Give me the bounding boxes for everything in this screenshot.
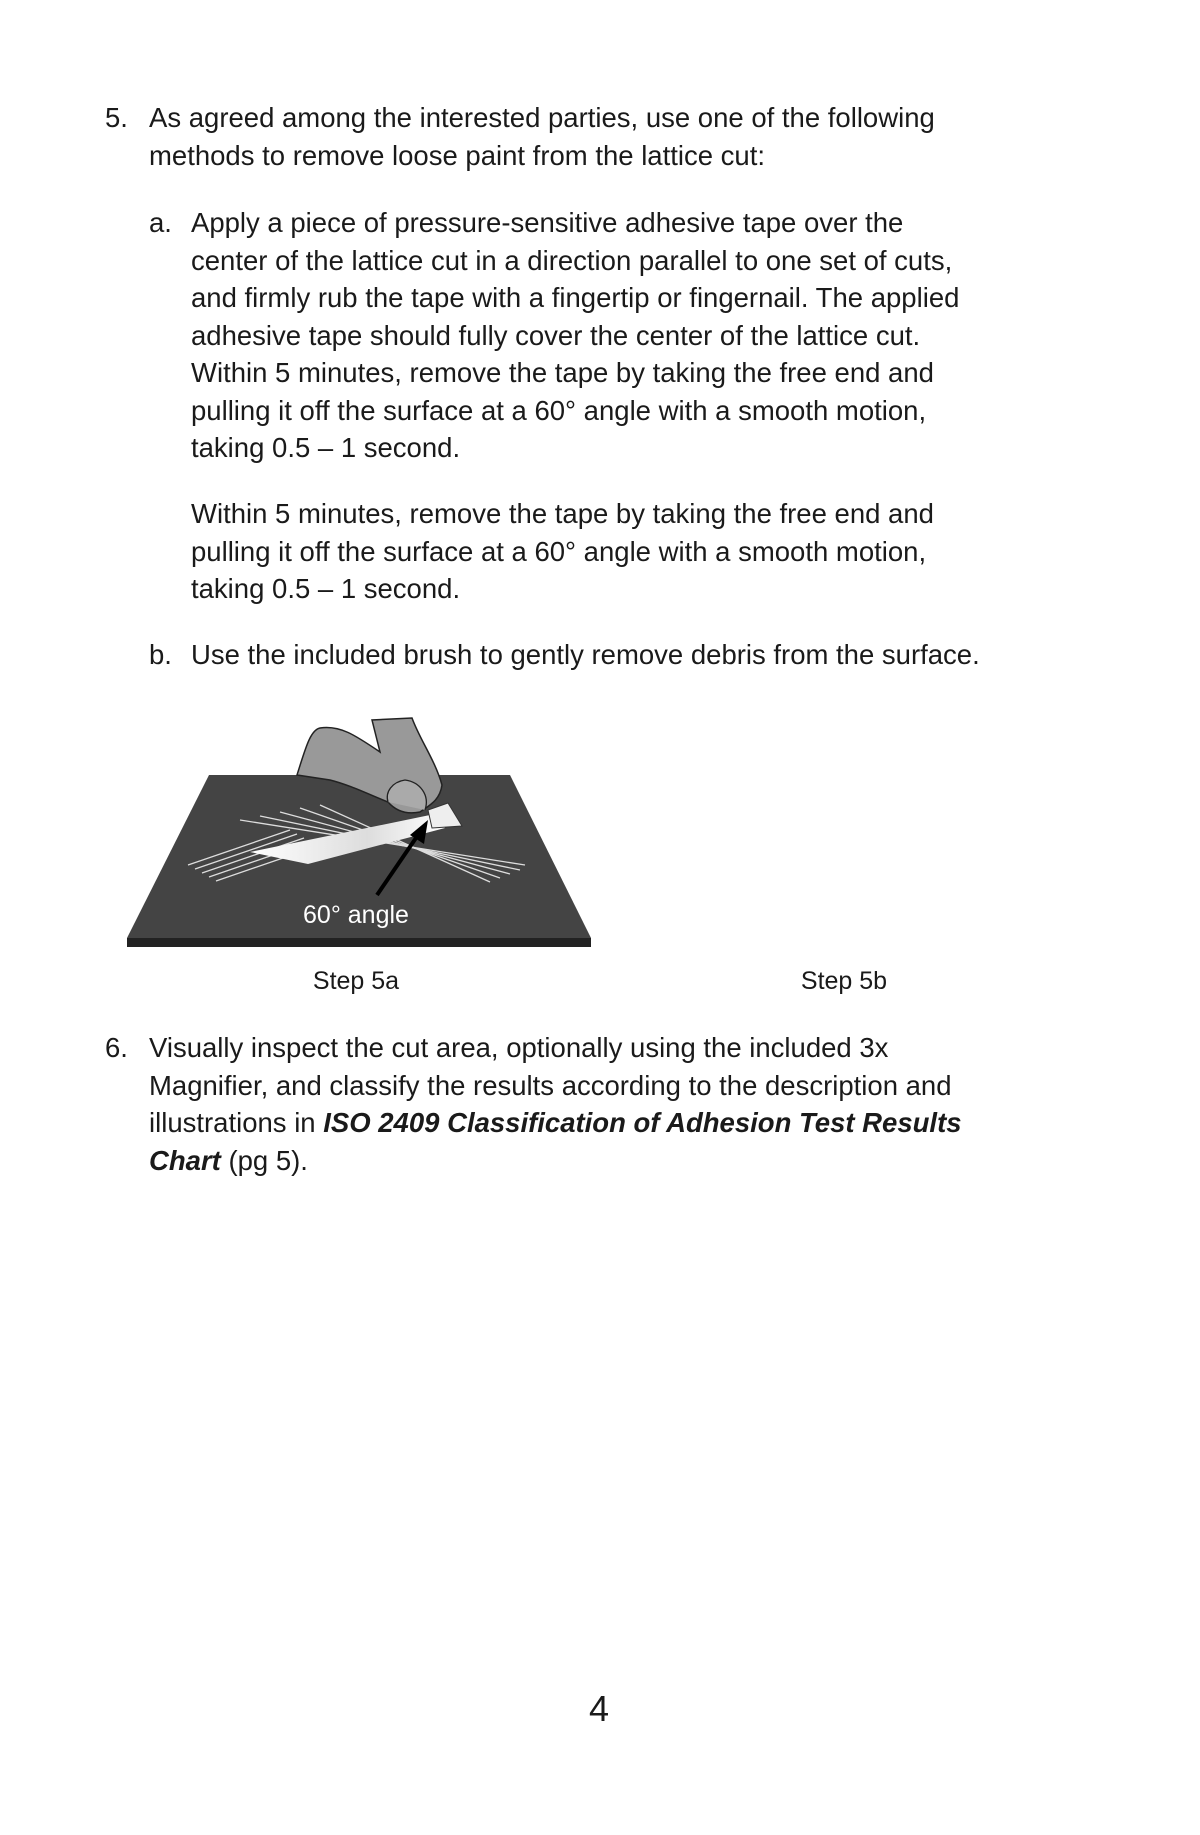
step-5a-text: Apply a piece of pressure-sensitive adhesive tape over the center of the lattice cut in a direction parallel to one set of cuts, and firmly rub the tape with a fingertip or fingernail. The applied adhesive tape should fully cover the center of the lattice cut. Within 5 minutes, remove the tape by taking the free end and pulling it off the surface at a 60° angle with a smooth motion, taking 0.5 – 1 second. — [191, 207, 960, 463]
step-5b-text: Use the included brush to gently remove debris from the surface. — [191, 639, 980, 670]
caption-step-5a: Step 5a — [312, 967, 400, 995]
step-6-text-post: (pg 5). — [220, 1144, 308, 1176]
step-5-text: As agreed among the interested parties, use one of the following methods to remove loose paint from the lattice cut: — [149, 102, 935, 171]
step-5b-label: b. — [149, 639, 172, 670]
step-6-text — [149, 1029, 962, 1179]
angle-label: 60° angle — [303, 901, 409, 929]
caption-step-5b: Step 5b — [800, 967, 888, 995]
tape-removal-illustration — [0, 700, 700, 960]
step-6-number: 6. — [105, 1032, 128, 1063]
step-6-text-pre: Visually inspect the cut area, optionally using the included 3x Magnifier, and classify the results according to the description and illustrations in — [149, 1032, 952, 1138]
step-5-number: 5. — [105, 102, 128, 133]
step-5a-text-repeat: Within 5 minutes, remove the tape by taking the free end and pulling it off the surface at a 60° angle with a smooth motion, taking 0.5 – 1 second. — [191, 498, 934, 604]
page-number: 4 — [588, 1688, 610, 1729]
step-5a-label: a. — [149, 207, 172, 238]
iso-chart-reference: ISO 2409 Classification of Adhesion Test Results Chart — [149, 1107, 962, 1176]
test-panel-edge — [127, 938, 591, 947]
